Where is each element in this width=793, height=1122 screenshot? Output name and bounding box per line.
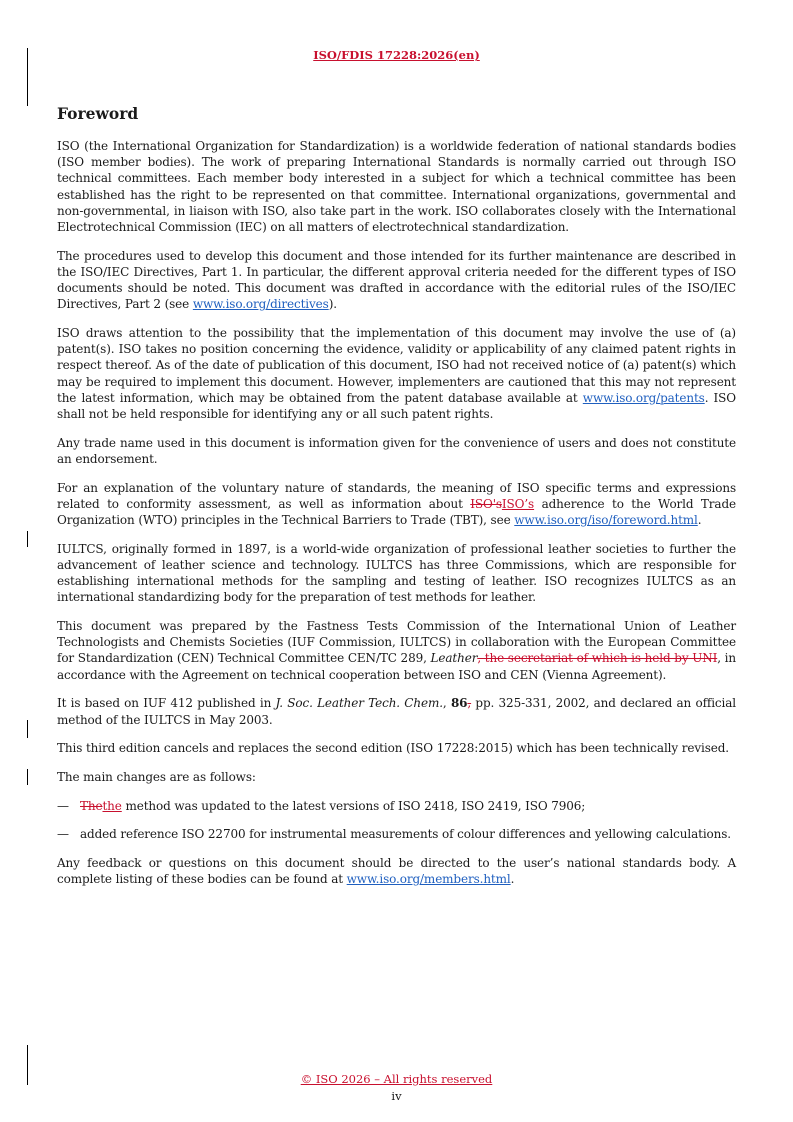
list-dash: — (57, 827, 69, 842)
list-item-change-2: — added reference ISO 22700 for instrumental measurements of colour differences and yellowing calculations. (57, 827, 731, 842)
list-dash: — (57, 798, 69, 813)
deleted-text: , the secretariat of which is held by UNI (477, 651, 718, 666)
change-bar-iuf (27, 769, 28, 785)
paragraph-patents: ISO draws attention to the possibility that the implementation of this document may involve the use of (a) patent(s). ISO takes no position concerning the evidence, validity or applicability of any claimed patent rights in respect thereof. As of the date of publication of this document, ISO had not received notice of (a) patent(s) which may be required to implement this document. However, implementers are cautioned that this may not represent the latest information, which may be obtained from the patent database available at www.iso.org/patents. ISO shall not be held responsible for identifying any or all such patent rights. (57, 326, 736, 422)
paragraph-procedures: The procedures used to develop this document and those intended for its further maintenance are described in the ISO/IEC Directives, Part 1. In particular, the different approval criteria needed for the different types of ISO documents should be noted. This document was drafted in accordance with the editorial rules of the ISO/IEC Directives, Part 2 (see www.iso.org/directives). (57, 248, 736, 312)
page-number: iv (391, 1089, 402, 1103)
deleted-text: , (467, 696, 472, 711)
paragraph-edition: This third edition cancels and replaces the second edition (ISO 17228:2015) which has been technically revised. (57, 741, 729, 756)
document-header-id: ISO/FDIS 17228:2026(en) (313, 48, 480, 62)
change-bar-foreword-wto (27, 531, 28, 547)
copyright-footer: © ISO 2026 – All rights reserved (300, 1072, 493, 1086)
paragraph-prepared-by: This document was prepared by the Fastness Tests Commission of the International Union of Leather Technologists and Chemists Societies (IUF Commission, IULTCS) in collaboration with the European Committee for Standardization (CEN) Technical Committee CEN/TC 289, Leather, the secretariat of which is held by UNI, in accordance with the Agreement on technical cooperation between ISO and CEN (Vienna Agreement). (57, 619, 736, 682)
inserted-text: ISO’s (501, 496, 535, 511)
paragraph-feedback: Any feedback or questions on this document should be directed to the user’s national standards body. A complete listing of these bodies can be found at www.iso.org/members.html. (57, 856, 736, 887)
inserted-text: the (102, 798, 122, 813)
members-link[interactable]: www.iso.org/members.html (346, 872, 511, 887)
foreword-section (57, 104, 736, 900)
paragraph-changes-intro: The main changes are as follows: (57, 770, 256, 784)
foreword-info-link[interactable]: www.iso.org/iso/foreword.html (514, 513, 698, 528)
change-bar-leather (27, 720, 28, 738)
paragraph-voluntary-nature: For an explanation of the voluntary nature of standards, the meaning of ISO specific terms and expressions related to conformity assessment, as well as information about ISO'sISO’s adherence to the World Trade Organization (WTO) principles in the Technical Barriers to Trade (TBT), see www.iso.org/iso/foreword.html. (57, 480, 736, 528)
list-item-change-1: — Thethe method was updated to the latest versions of ISO 2418, ISO 2419, ISO 7906; (57, 798, 586, 813)
foreword-title: Foreword (57, 104, 139, 123)
paragraph-trade-name: Any trade name used in this document is information given for the convenience of users and does not constitute an endorsement. (57, 435, 736, 466)
directives-link[interactable]: www.iso.org/directives (192, 297, 329, 312)
deleted-text: The (80, 798, 103, 813)
patents-link[interactable]: www.iso.org/patents (582, 390, 705, 405)
paragraph-iultcs: IULTCS, originally formed in 1897, is a world-wide organization of professional leather societies to further the advancement of leather science and technology. IULTCS has three Commissions, which are responsible for establishing international methods for the sampling and testing of leather. ISO recognizes IULTCS as an international standardizing body for the preparation of test methods for leather. (57, 541, 736, 605)
paragraph-iso-intro: ISO (the International Organization for Standardization) is a worldwide federation of national standards bodies (ISO member bodies). The work of preparing International Standards is normally carried out through ISO technical committees. Each member body interested in a subject for which a technical committee has been established has the right to be represented on that committee. International organizations, governmental and non-governmental, in liaison with ISO, also take part in the work. ISO collaborates closely with the International Electrotechnical Commission (IEC) on all matters of electrotechnical standardization. (57, 139, 736, 235)
deleted-text: ISO's (470, 496, 502, 511)
paragraph-based-on: It is based on IUF 412 published in J. Soc. Leather Tech. Chem., 86, pp. 325-331, 2002, and declared an official method of the IULTCS in May 2003. (57, 696, 737, 727)
